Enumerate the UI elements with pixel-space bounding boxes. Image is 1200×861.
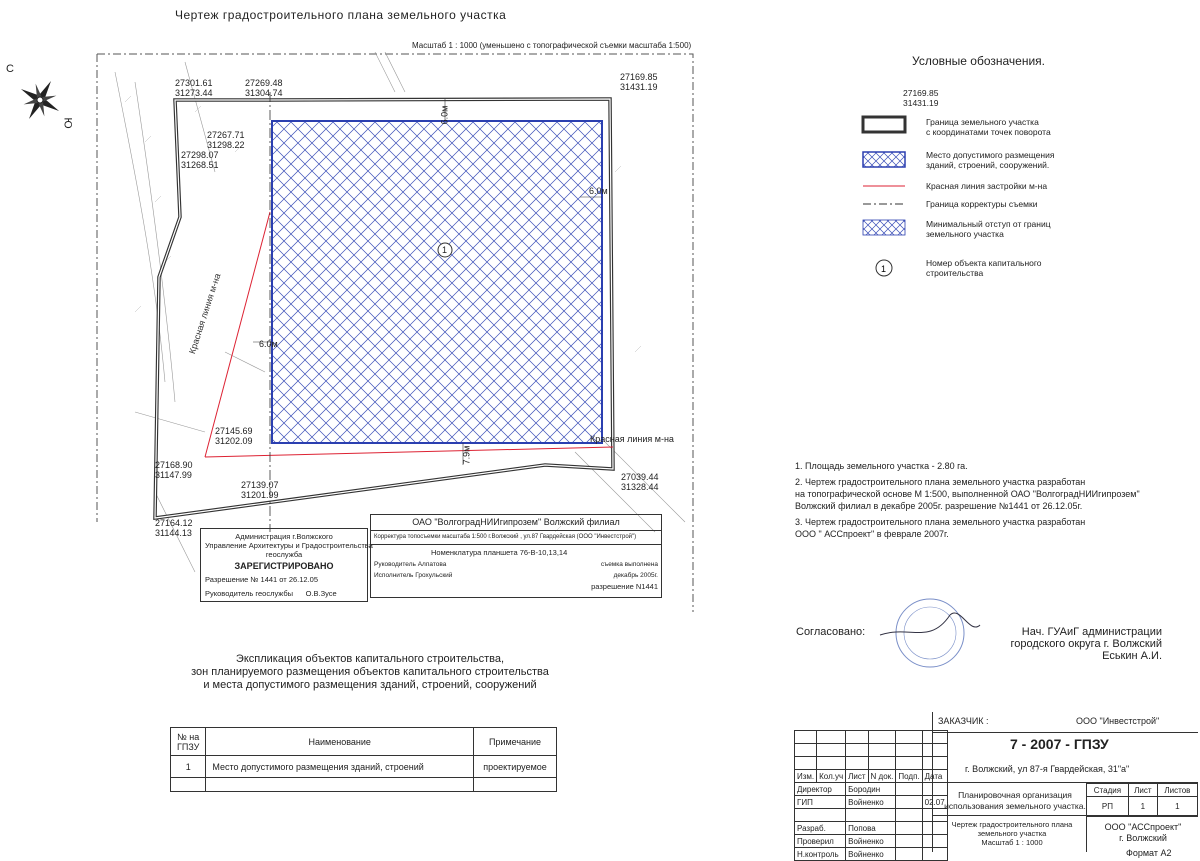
legend-item-object-number: Номер объекта капитального строительства bbox=[926, 258, 1042, 278]
subject: Планировочная организация использования земельного участка. bbox=[944, 790, 1086, 811]
table-row bbox=[795, 809, 948, 822]
compass bbox=[2, 60, 82, 140]
drawing-name: Чертеж градостроительного плана земельного участка Масштаб 1 : 1000 bbox=[951, 820, 1073, 847]
compass-north: С bbox=[6, 63, 14, 75]
table-row: Директор Бородин bbox=[795, 783, 948, 796]
note-line: 1. Площадь земельного участка - 2.80 га. bbox=[795, 461, 968, 471]
customer-row: ЗАКАЗЧИК : ООО "Инвестстрой" bbox=[938, 716, 1160, 726]
svg-text:1: 1 bbox=[881, 264, 887, 274]
legend-sample-coord: 27169.85 31431.19 bbox=[903, 88, 939, 108]
scale-text: Масштаб 1 : 1000 (уменьшено с топографической съемки масштаба 1:500) bbox=[412, 41, 692, 50]
divider bbox=[932, 732, 1198, 733]
approval-label: Согласовано: bbox=[796, 626, 866, 638]
coord-9: 27039.44 31328.44 bbox=[621, 472, 659, 492]
legend-title: Условные обозначения. bbox=[912, 54, 1045, 68]
table-row: 1 Место допустимого размещения зданий, строений проектируемое bbox=[171, 756, 557, 778]
divider bbox=[1086, 815, 1087, 852]
note-line: Волжский филиал в декабре 2005г. разрешение №1441 от 26.12.05г. bbox=[795, 501, 1083, 511]
coord-8: 27139.07 31201.99 bbox=[241, 480, 279, 500]
legend-item-correction: Граница корректуры съемки bbox=[926, 199, 1038, 209]
divider bbox=[932, 815, 1198, 816]
stage-table: Стадия Лист Листов РП 1 1 bbox=[1086, 783, 1198, 817]
survey-stamp: ОАО "ВолгоградНИИгипрозем" Волжский филиал Корректура топосъемки масштаба 1:500 г.Волжский , ул.87 Гвардейская (ООО "Инвестстрой") Номенклатура планшета 76-В-10,13,14 Руководитель Алпатова съемка выполнена Исполнитель Грохульский декабрь 2005г. разрешение N1441 bbox=[370, 514, 662, 598]
note-line: ООО " АССпроект" в феврале 2007г. bbox=[795, 529, 949, 539]
legend-item-offset: Минимальный отступ от границ земельного участка bbox=[926, 219, 1051, 239]
legend-symbols bbox=[860, 105, 910, 285]
approval-signatory: Нач. ГУАиГ администрации городского округа г. Волжский Еськин А.И. bbox=[1010, 626, 1162, 662]
legend-item-zone: Место допустимого размещения зданий, строений, сооружений. bbox=[926, 150, 1055, 170]
red-line-label-bottom: Красная линия м-на bbox=[590, 434, 674, 444]
firm: ООО "АССпроект" г. Волжский bbox=[1104, 822, 1182, 843]
note-line: 2. Чертеж градостроительного плана земельного участка разработан bbox=[795, 477, 1086, 487]
note-line: 3. Чертеж градостроительного плана земельного участка разработан bbox=[795, 517, 1086, 527]
notes bbox=[795, 460, 1140, 540]
revision-table: Изм. Кол.уч Лист N док. Подп. Дата Директор Бородин ГИП Войненко 02.07 Разраб. Попова Проверил Войненко Н.контроль Войненко bbox=[794, 730, 948, 861]
coord-3: 27169.85 31431.19 bbox=[620, 72, 658, 92]
legend-item-red-line: Красная линия застройки м-на bbox=[926, 181, 1048, 191]
offset-right: 6.0м bbox=[589, 186, 608, 196]
approval-seal-icon bbox=[870, 595, 990, 670]
compass-south: Ю bbox=[61, 117, 74, 129]
note-line: на топографической основе М 1:500, выполненной ОАО "ВолгоградНИИгипрозем" bbox=[795, 489, 1140, 499]
col-header-num: № на ГПЗУ bbox=[171, 728, 206, 756]
table-row: Разраб. Попова bbox=[795, 822, 948, 835]
explication-table bbox=[170, 727, 557, 792]
col-header-name: Наименование bbox=[206, 728, 474, 756]
coord-6: 27145.69 31202.09 bbox=[215, 426, 253, 446]
coord-2: 27269.48 31304.74 bbox=[245, 78, 283, 98]
table-row: Н.контроль Войненко bbox=[795, 848, 948, 861]
coord-10: 27164.12 31144.13 bbox=[155, 518, 193, 538]
project-address: г. Волжский, ул 87-я Гвардейская, 31"а" bbox=[965, 764, 1130, 774]
coord-5: 27298.07 31268.51 bbox=[181, 150, 219, 170]
explication-title: Экспликация объектов капитального строительства, зон планируемого размещения объектов капитального строительства и места допустимого размещения зданий, строений, сооружений bbox=[191, 653, 549, 691]
drawing-code: 7 - 2007 - ГПЗУ bbox=[1010, 736, 1109, 752]
coord-1: 27301.61 31273.44 bbox=[175, 78, 213, 98]
coord-7: 27168.90 31147.99 bbox=[155, 460, 193, 480]
registration-stamp: Администрация г.Волжского Управление Архитектуры и Градостроительства геослужба ЗАРЕГИСТРИРОВАНО Разрешение № 1441 от 26.12.05 Руководитель геослужбы О.В.Зусе bbox=[200, 528, 368, 602]
offset-top: 6.0м bbox=[439, 105, 450, 125]
legend-item-boundary: Граница земельного участка с координатами точек поворота bbox=[926, 117, 1051, 137]
format-label: Формат А2 bbox=[1126, 848, 1172, 858]
table-row: ГИП Войненко 02.07 bbox=[795, 796, 948, 809]
drawing-title: Чертеж градостроительного плана земельного участка bbox=[175, 8, 507, 22]
red-line-label-left: Красная линия м-на bbox=[187, 272, 223, 356]
table-row: Проверил Войненко bbox=[795, 835, 948, 848]
col-header-note: Примечание bbox=[474, 728, 557, 756]
object-number-label: 1 bbox=[442, 245, 448, 255]
legend bbox=[860, 105, 1200, 285]
offset-bottom: 7.9м bbox=[461, 445, 472, 465]
offset-left: 6.0м bbox=[259, 339, 278, 349]
coord-4: 27267.71 31298.22 bbox=[207, 130, 245, 150]
